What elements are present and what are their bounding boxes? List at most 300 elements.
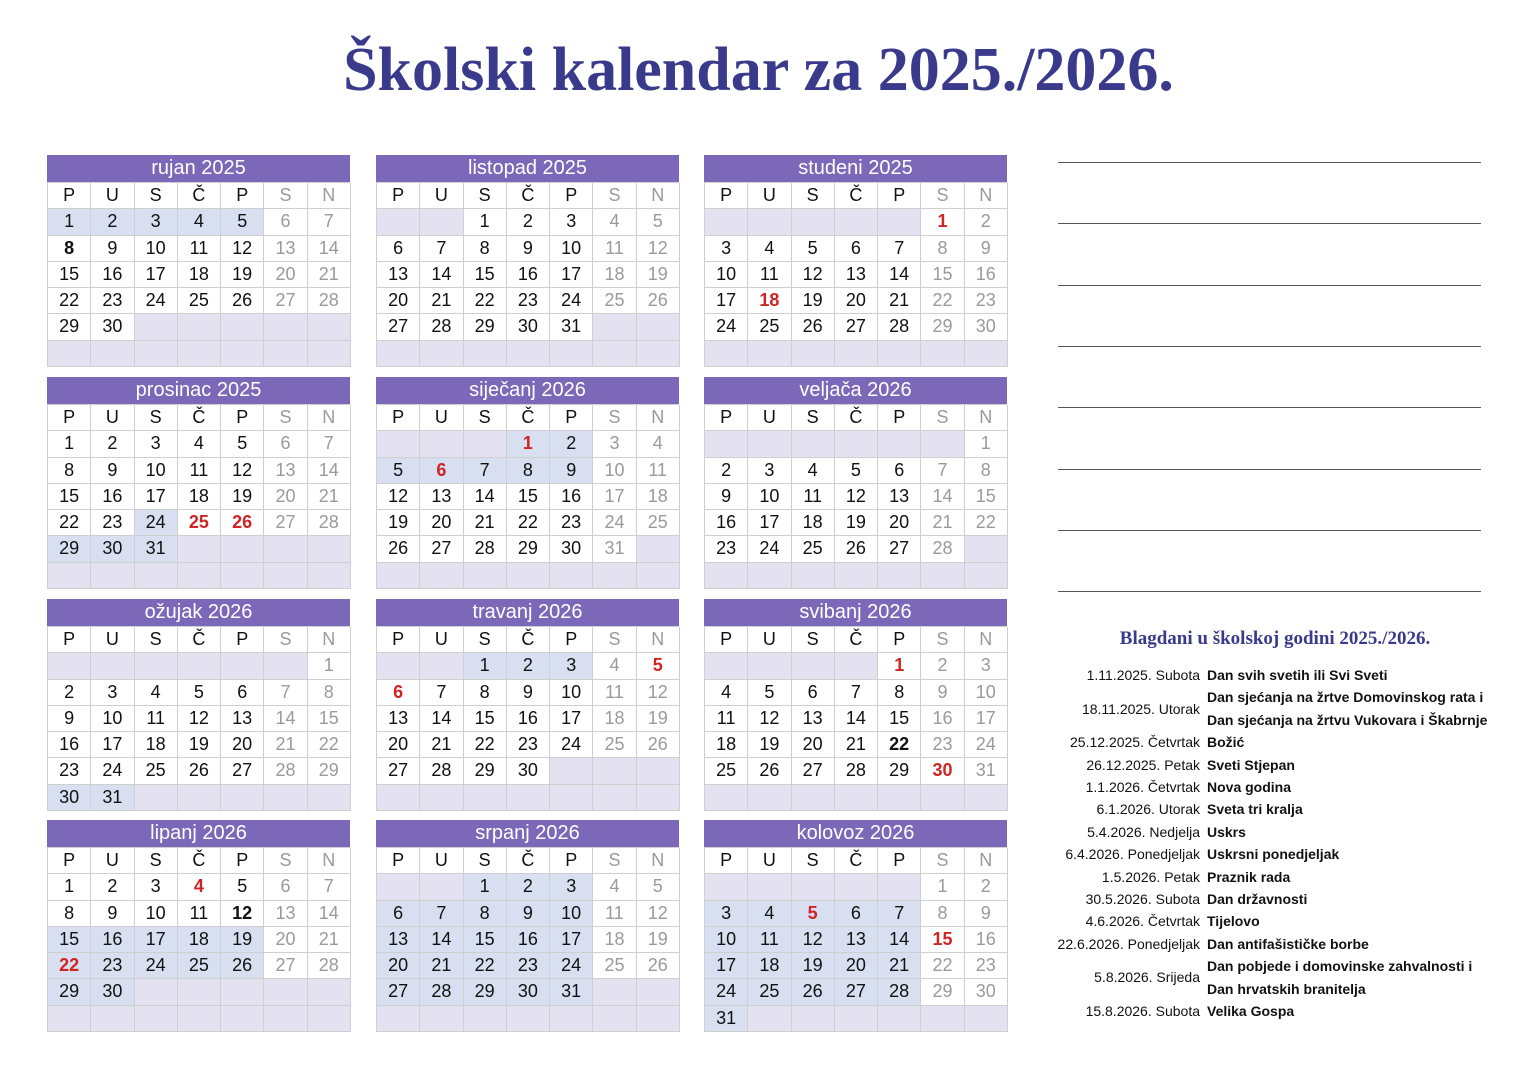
empty-cell xyxy=(792,1006,835,1032)
day-cell: 18 xyxy=(593,706,636,732)
day-cell: 25 xyxy=(178,288,221,314)
empty-cell xyxy=(507,341,550,367)
day-cell: 28 xyxy=(308,288,351,314)
day-cell: 27 xyxy=(420,536,463,562)
day-cell: 28 xyxy=(420,758,463,784)
day-cell: 21 xyxy=(835,732,878,758)
holiday-date: 1.11.2025. Subota xyxy=(1086,667,1200,683)
day-cell: 30 xyxy=(507,979,550,1005)
empty-cell xyxy=(178,563,221,589)
day-cell: 3 xyxy=(550,874,593,900)
day-cell: 12 xyxy=(221,236,264,262)
day-cell: 3 xyxy=(91,680,134,706)
day-cell: 9 xyxy=(705,484,748,510)
day-cell: 13 xyxy=(377,927,420,953)
day-cell: 30 xyxy=(965,314,1008,340)
day-cell: 30 xyxy=(965,979,1008,1005)
month-title: studeni 2025 xyxy=(704,155,1007,182)
empty-cell xyxy=(178,785,221,811)
empty-cell xyxy=(878,431,921,457)
day-cell: 5 xyxy=(178,680,221,706)
note-line xyxy=(1058,346,1481,347)
empty-cell xyxy=(91,653,134,679)
day-cell: 13 xyxy=(264,901,307,927)
weekday-header: S xyxy=(921,627,964,653)
holiday-row xyxy=(1030,824,1510,846)
day-cell: 23 xyxy=(91,510,134,536)
day-cell: 14 xyxy=(308,236,351,262)
day-cell: 5 xyxy=(377,458,420,484)
month-grid xyxy=(704,847,1007,1032)
day-cell: 1 xyxy=(464,653,507,679)
weekday-header: U xyxy=(420,183,463,209)
empty-cell xyxy=(965,341,1008,367)
note-line xyxy=(1058,285,1481,286)
empty-cell xyxy=(264,653,307,679)
day-cell: 13 xyxy=(835,262,878,288)
day-cell: 13 xyxy=(420,484,463,510)
day-cell: 5 xyxy=(221,874,264,900)
empty-cell xyxy=(593,314,636,340)
holiday-name: Nova godina xyxy=(1207,779,1292,795)
empty-cell xyxy=(135,785,178,811)
weekday-header: U xyxy=(420,627,463,653)
day-cell: 2 xyxy=(91,431,134,457)
day-cell: 17 xyxy=(135,484,178,510)
empty-cell xyxy=(135,563,178,589)
day-cell: 4 xyxy=(637,431,680,457)
day-cell: 15 xyxy=(48,262,91,288)
empty-cell xyxy=(135,314,178,340)
empty-cell xyxy=(178,1006,221,1032)
day-cell: 12 xyxy=(835,484,878,510)
day-cell: 7 xyxy=(308,874,351,900)
empty-cell xyxy=(705,563,748,589)
empty-cell xyxy=(377,1006,420,1032)
empty-cell xyxy=(264,563,307,589)
holiday-row xyxy=(1030,757,1510,779)
empty-cell xyxy=(878,563,921,589)
empty-cell xyxy=(965,785,1008,811)
day-cell: 20 xyxy=(835,953,878,979)
empty-cell xyxy=(420,431,463,457)
day-cell: 16 xyxy=(965,927,1008,953)
weekday-header: S xyxy=(264,183,307,209)
empty-cell xyxy=(550,785,593,811)
day-cell: 7 xyxy=(420,901,463,927)
empty-cell xyxy=(835,785,878,811)
day-cell: 10 xyxy=(550,680,593,706)
day-cell: 21 xyxy=(420,732,463,758)
empty-cell xyxy=(178,341,221,367)
holiday-row xyxy=(1030,689,1510,734)
holiday-name: Dan svih svetih ili Svi Sveti xyxy=(1207,667,1388,683)
empty-cell xyxy=(420,1006,463,1032)
day-cell: 28 xyxy=(264,758,307,784)
day-cell: 17 xyxy=(593,484,636,510)
day-cell: 19 xyxy=(221,927,264,953)
weekday-header: Č xyxy=(835,405,878,431)
day-cell: 6 xyxy=(420,458,463,484)
empty-cell xyxy=(921,563,964,589)
empty-cell xyxy=(835,1006,878,1032)
day-cell: 8 xyxy=(48,458,91,484)
day-cell: 7 xyxy=(835,680,878,706)
empty-cell xyxy=(135,979,178,1005)
weekday-header: U xyxy=(91,848,134,874)
day-cell: 28 xyxy=(308,953,351,979)
weekday-header: S xyxy=(464,183,507,209)
day-cell: 11 xyxy=(792,484,835,510)
day-cell: 29 xyxy=(921,314,964,340)
day-cell: 3 xyxy=(135,209,178,235)
holiday-name-line2: Dan hrvatskih branitelja xyxy=(1207,980,1366,997)
day-cell: 18 xyxy=(705,732,748,758)
empty-cell xyxy=(835,341,878,367)
weekday-header: S xyxy=(135,183,178,209)
holiday-name: Praznik rada xyxy=(1207,868,1291,885)
empty-cell xyxy=(748,209,791,235)
holiday-row xyxy=(1030,891,1510,913)
empty-cell xyxy=(792,209,835,235)
weekday-header: P xyxy=(705,183,748,209)
empty-cell xyxy=(507,563,550,589)
empty-cell xyxy=(91,1006,134,1032)
day-cell: 22 xyxy=(921,288,964,314)
empty-cell xyxy=(221,653,264,679)
weekday-header: S xyxy=(135,405,178,431)
weekday-header: U xyxy=(420,848,463,874)
empty-cell xyxy=(550,563,593,589)
day-cell: 8 xyxy=(878,680,921,706)
holiday-date: 26.12.2025. Petak xyxy=(1086,756,1200,773)
day-cell: 25 xyxy=(135,758,178,784)
empty-cell xyxy=(377,785,420,811)
day-cell: 18 xyxy=(748,953,791,979)
empty-cell xyxy=(377,431,420,457)
day-cell: 27 xyxy=(221,758,264,784)
day-cell: 12 xyxy=(748,706,791,732)
day-cell: 23 xyxy=(507,288,550,314)
day-cell: 8 xyxy=(464,680,507,706)
day-cell: 26 xyxy=(221,510,264,536)
empty-cell xyxy=(135,653,178,679)
empty-cell xyxy=(464,563,507,589)
day-cell: 19 xyxy=(835,510,878,536)
day-cell: 2 xyxy=(507,209,550,235)
day-cell: 20 xyxy=(377,732,420,758)
empty-cell xyxy=(705,785,748,811)
day-cell: 22 xyxy=(921,953,964,979)
day-cell: 10 xyxy=(91,706,134,732)
day-cell: 6 xyxy=(377,901,420,927)
day-cell: 23 xyxy=(705,536,748,562)
day-cell: 10 xyxy=(135,236,178,262)
day-cell: 23 xyxy=(507,953,550,979)
day-cell: 24 xyxy=(135,510,178,536)
weekday-header: P xyxy=(48,405,91,431)
day-cell: 18 xyxy=(135,732,178,758)
day-cell: 15 xyxy=(921,927,964,953)
month-title: ožujak 2026 xyxy=(47,599,350,626)
weekday-header: N xyxy=(965,183,1008,209)
weekday-header: P xyxy=(221,848,264,874)
holiday-name: Božić xyxy=(1207,734,1245,751)
month-calendar xyxy=(704,377,1007,589)
day-cell: 3 xyxy=(593,431,636,457)
day-cell: 14 xyxy=(420,262,463,288)
day-cell: 19 xyxy=(792,953,835,979)
day-cell: 1 xyxy=(48,209,91,235)
note-line xyxy=(1058,223,1481,224)
day-cell: 13 xyxy=(221,706,264,732)
weekday-header: U xyxy=(91,405,134,431)
day-cell: 3 xyxy=(550,209,593,235)
day-cell: 22 xyxy=(507,510,550,536)
empty-cell xyxy=(91,563,134,589)
weekday-header: S xyxy=(792,627,835,653)
weekday-header: P xyxy=(377,183,420,209)
empty-cell xyxy=(221,341,264,367)
empty-cell xyxy=(221,785,264,811)
day-cell: 25 xyxy=(178,510,221,536)
empty-cell xyxy=(748,785,791,811)
day-cell: 2 xyxy=(91,209,134,235)
day-cell: 29 xyxy=(507,536,550,562)
day-cell: 10 xyxy=(705,262,748,288)
holiday-row xyxy=(1030,1003,1510,1025)
month-grid xyxy=(704,404,1007,589)
empty-cell xyxy=(705,341,748,367)
day-cell: 23 xyxy=(507,732,550,758)
day-cell: 1 xyxy=(48,431,91,457)
day-cell: 24 xyxy=(135,953,178,979)
holiday-date: 6.4.2026. Ponedjeljak xyxy=(1065,846,1200,863)
month-calendar xyxy=(704,155,1007,367)
day-cell: 31 xyxy=(550,314,593,340)
day-cell: 25 xyxy=(593,953,636,979)
empty-cell xyxy=(637,314,680,340)
day-cell: 16 xyxy=(965,262,1008,288)
day-cell: 5 xyxy=(637,874,680,900)
holiday-date: 1.1.2026. Četvrtak xyxy=(1085,779,1200,795)
weekday-header: S xyxy=(593,405,636,431)
weekday-header: Č xyxy=(835,848,878,874)
holiday-row xyxy=(1030,734,1510,756)
day-cell: 16 xyxy=(507,706,550,732)
weekday-header: S xyxy=(593,183,636,209)
day-cell: 7 xyxy=(878,236,921,262)
empty-cell xyxy=(921,785,964,811)
weekday-header: N xyxy=(965,848,1008,874)
empty-cell xyxy=(308,979,351,1005)
day-cell: 12 xyxy=(792,927,835,953)
holiday-name: Uskrs xyxy=(1207,823,1246,840)
day-cell: 1 xyxy=(507,431,550,457)
day-cell: 8 xyxy=(921,236,964,262)
weekday-header: P xyxy=(705,848,748,874)
holiday-row xyxy=(1030,846,1510,868)
weekday-header: U xyxy=(748,627,791,653)
day-cell: 22 xyxy=(464,953,507,979)
empty-cell xyxy=(835,874,878,900)
day-cell: 4 xyxy=(593,874,636,900)
day-cell: 16 xyxy=(507,262,550,288)
day-cell: 20 xyxy=(835,288,878,314)
weekday-header: P xyxy=(221,405,264,431)
day-cell: 29 xyxy=(464,758,507,784)
weekday-header: S xyxy=(593,848,636,874)
day-cell: 28 xyxy=(878,314,921,340)
day-cell: 16 xyxy=(91,927,134,953)
day-cell: 18 xyxy=(178,262,221,288)
day-cell: 28 xyxy=(464,536,507,562)
month-grid xyxy=(376,404,679,589)
empty-cell xyxy=(637,536,680,562)
day-cell: 20 xyxy=(264,262,307,288)
weekday-header: P xyxy=(377,627,420,653)
day-cell: 21 xyxy=(420,288,463,314)
day-cell: 22 xyxy=(48,953,91,979)
day-cell: 7 xyxy=(921,458,964,484)
day-cell: 7 xyxy=(308,431,351,457)
day-cell: 21 xyxy=(264,732,307,758)
empty-cell xyxy=(878,1006,921,1032)
day-cell: 13 xyxy=(835,927,878,953)
day-cell: 3 xyxy=(705,236,748,262)
day-cell: 12 xyxy=(221,901,264,927)
day-cell: 8 xyxy=(48,901,91,927)
day-cell: 3 xyxy=(135,431,178,457)
day-cell: 24 xyxy=(965,732,1008,758)
weekday-header: Č xyxy=(507,848,550,874)
empty-cell xyxy=(135,341,178,367)
day-cell: 19 xyxy=(792,288,835,314)
day-cell: 20 xyxy=(377,953,420,979)
day-cell: 4 xyxy=(178,874,221,900)
empty-cell xyxy=(507,1006,550,1032)
weekday-header: Č xyxy=(178,627,221,653)
day-cell: 9 xyxy=(507,901,550,927)
empty-cell xyxy=(377,563,420,589)
empty-cell xyxy=(264,785,307,811)
empty-cell xyxy=(420,563,463,589)
day-cell: 15 xyxy=(878,706,921,732)
month-grid xyxy=(704,626,1007,811)
weekday-header: P xyxy=(377,405,420,431)
month-grid xyxy=(47,182,350,367)
month-grid xyxy=(47,847,350,1032)
day-cell: 23 xyxy=(965,953,1008,979)
weekday-header: U xyxy=(91,183,134,209)
day-cell: 21 xyxy=(420,953,463,979)
day-cell: 5 xyxy=(221,209,264,235)
day-cell: 9 xyxy=(91,458,134,484)
day-cell: 6 xyxy=(264,874,307,900)
day-cell: 10 xyxy=(550,901,593,927)
weekday-header: U xyxy=(91,627,134,653)
weekday-header: S xyxy=(792,405,835,431)
day-cell: 7 xyxy=(464,458,507,484)
day-cell: 9 xyxy=(91,236,134,262)
empty-cell xyxy=(637,785,680,811)
weekday-header: U xyxy=(420,405,463,431)
day-cell: 6 xyxy=(264,431,307,457)
empty-cell xyxy=(637,758,680,784)
empty-cell xyxy=(748,563,791,589)
day-cell: 12 xyxy=(377,484,420,510)
empty-cell xyxy=(264,314,307,340)
weekday-header: Č xyxy=(178,848,221,874)
empty-cell xyxy=(420,874,463,900)
empty-cell xyxy=(420,209,463,235)
day-cell: 17 xyxy=(550,262,593,288)
empty-cell xyxy=(705,653,748,679)
weekday-header: Č xyxy=(507,183,550,209)
day-cell: 17 xyxy=(748,510,791,536)
weekday-header: S xyxy=(464,405,507,431)
day-cell: 15 xyxy=(507,484,550,510)
day-cell: 8 xyxy=(464,236,507,262)
day-cell: 25 xyxy=(705,758,748,784)
empty-cell xyxy=(178,314,221,340)
day-cell: 19 xyxy=(221,484,264,510)
month-calendar xyxy=(704,599,1007,811)
weekday-header: N xyxy=(308,183,351,209)
day-cell: 20 xyxy=(264,484,307,510)
weekday-header: Č xyxy=(178,405,221,431)
holiday-row xyxy=(1030,869,1510,891)
day-cell: 11 xyxy=(178,458,221,484)
day-cell: 27 xyxy=(377,979,420,1005)
note-line xyxy=(1058,407,1481,408)
note-line xyxy=(1058,469,1481,470)
holiday-date: 1.5.2026. Petak xyxy=(1101,868,1200,885)
empty-cell xyxy=(377,341,420,367)
day-cell: 24 xyxy=(550,288,593,314)
day-cell: 17 xyxy=(550,927,593,953)
day-cell: 15 xyxy=(308,706,351,732)
day-cell: 5 xyxy=(221,431,264,457)
empty-cell xyxy=(420,785,463,811)
day-cell: 25 xyxy=(748,979,791,1005)
day-cell: 18 xyxy=(178,484,221,510)
holiday-name: Tijelovo xyxy=(1207,913,1260,930)
day-cell: 24 xyxy=(91,758,134,784)
holiday-name-line2: Dan sjećanja na žrtvu Vukovara i Škabrnje xyxy=(1207,711,1488,728)
day-cell: 14 xyxy=(878,262,921,288)
day-cell: 28 xyxy=(420,314,463,340)
day-cell: 30 xyxy=(507,758,550,784)
empty-cell xyxy=(178,979,221,1005)
weekday-header: P xyxy=(550,627,593,653)
month-title: veljača 2026 xyxy=(704,377,1007,404)
month-title: rujan 2025 xyxy=(47,155,350,182)
weekday-header: P xyxy=(878,848,921,874)
day-cell: 28 xyxy=(835,758,878,784)
day-cell: 18 xyxy=(792,510,835,536)
empty-cell xyxy=(792,874,835,900)
day-cell: 5 xyxy=(748,680,791,706)
day-cell: 16 xyxy=(705,510,748,536)
day-cell: 11 xyxy=(593,236,636,262)
empty-cell xyxy=(308,536,351,562)
weekday-header: P xyxy=(550,183,593,209)
day-cell: 29 xyxy=(878,758,921,784)
day-cell: 26 xyxy=(792,314,835,340)
month-grid xyxy=(47,404,350,589)
holiday-date: 18.11.2025. Utorak xyxy=(1081,700,1200,717)
